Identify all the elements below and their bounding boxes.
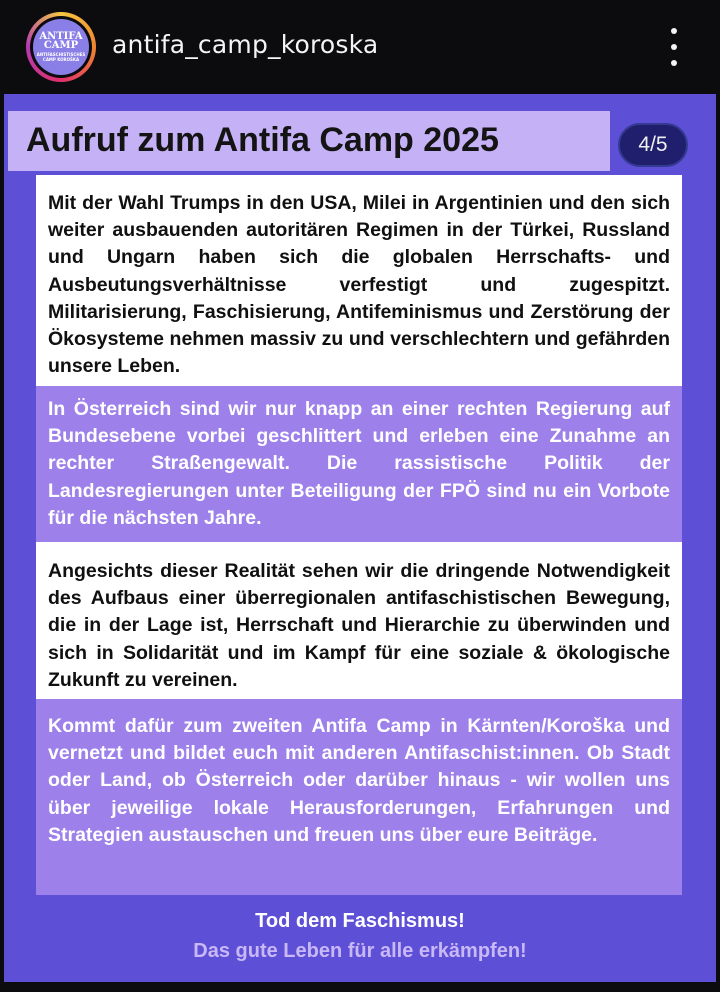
page-indicator: 4/5	[618, 123, 688, 167]
paragraph-4: Kommt dafür zum zweiten Antifa Camp in Kärnten/Koroška und vernetzt und bildet euch mit anderen Antifaschist:innen. Ob Stadt oder Land, ob Österreich oder darüber hinaus - wir wollen uns über jeweilige lokale Herausforderungen, Erfahrungen und Strategien austauschen und freuen uns über eure Beiträge.	[36, 699, 682, 895]
username[interactable]: antifa_camp_koroska	[112, 30, 379, 59]
paragraph-2: In Österreich sind wir nur knapp an einer rechten Regierung auf Bundesebene vorbei geschlittert und erleben eine Zunahme an rechter Straßengewalt. Die rassistische Politik der Landesregierungen unter Beteiligung der FPÖ sind nu ein Vorbote für die nächsten Jahre.	[36, 386, 682, 542]
paragraph-1: Mit der Wahl Trumps in den USA, Milei in Argentinien und den sich weiter ausbauenden autoritären Regimen in der Türkei, Russland und Ungarn haben sich die globalen Herrschafts- und Ausbeutungsverhältnisse verfestigt und zugespitzt. Militarisierung, Faschisierung, Antifeminismus und Zerstörung der Ökosysteme nehmen massiv zu und verschlechtern und gefährden unsere Leben.	[36, 175, 682, 386]
slogan-line-2: Das gute Leben für alle erkämpfen!	[193, 940, 527, 962]
avatar-logo: ANTIFA CAMP ANTIFASCHISTISCHES CAMP KOROŠKA	[33, 19, 89, 75]
more-vertical-icon[interactable]	[660, 28, 688, 66]
page-title: Aufruf zum Antifa Camp 2025	[26, 121, 499, 159]
avatar[interactable]	[26, 12, 96, 82]
paragraph-3: Angesichts dieser Realität sehen wir die dringende Notwendigkeit des Aufbaus einer überregionalen antifaschistischen Bewegung, die in der Lage ist, Herrschaft und Hierarchie zu überwinden und sich in Solidarität und im Kampf für eine soziale & ökologische Zukunft zu vereinen.	[36, 542, 682, 699]
title-band	[8, 111, 610, 171]
bottom-bar	[0, 982, 720, 992]
story-header	[0, 0, 720, 94]
slogan-line-1: Tod dem Faschismus!	[255, 910, 465, 932]
story-content	[4, 94, 716, 982]
